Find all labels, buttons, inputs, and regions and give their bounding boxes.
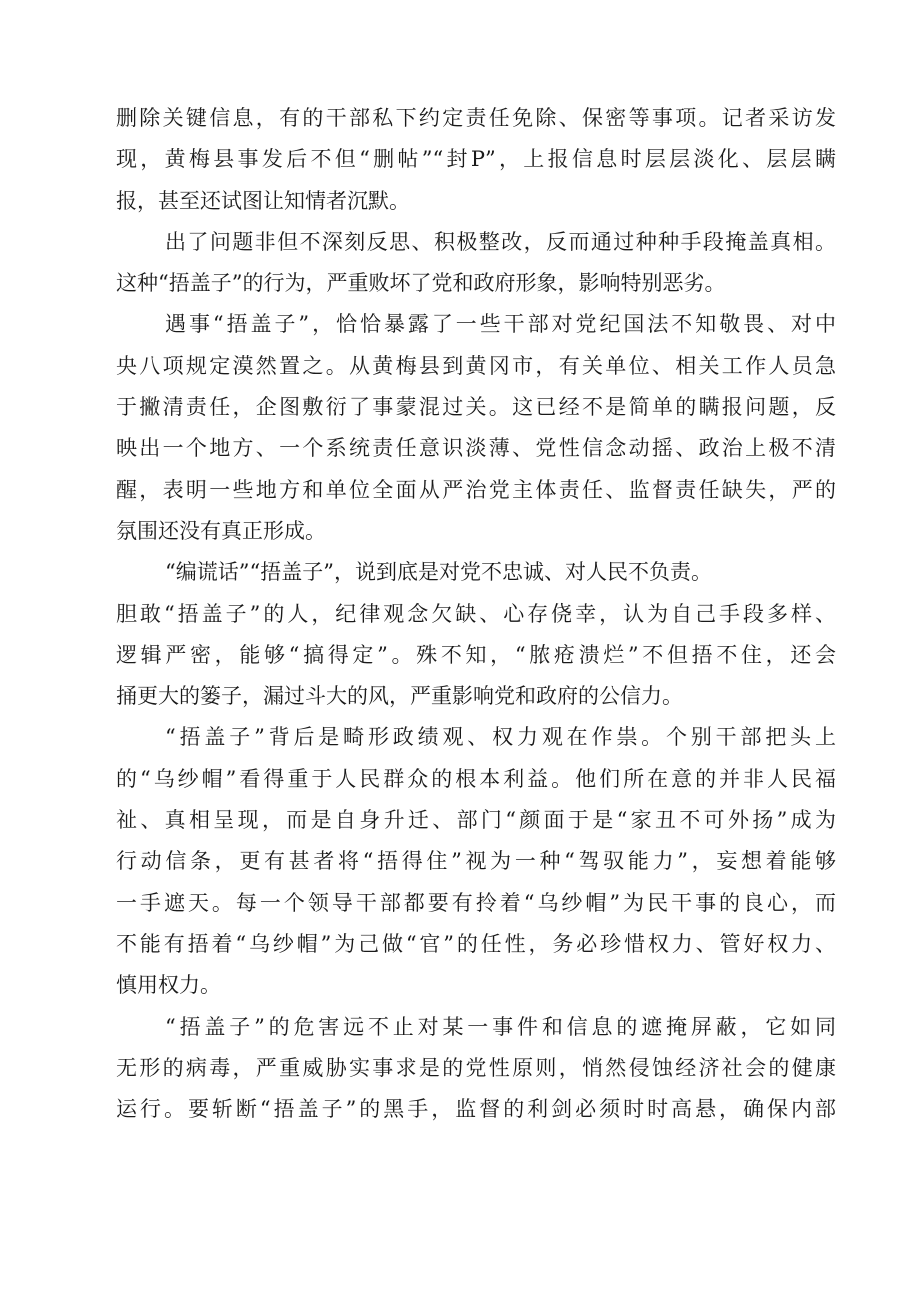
paragraph-3 xyxy=(116,304,836,552)
text-line: 遇事“捂盖子”，恰恰暴露了一些干部对党纪国法不知敬畏、对中 xyxy=(165,312,836,337)
text-line: 映出一个地方、一个系统责任意识淡薄、党性信念动摇、政治上极不清 xyxy=(116,436,836,461)
text-line: 无形的病毒，严重威胁实事求是的党性原则，悄然侵蚀经济社会的健康 xyxy=(116,1055,836,1080)
text-line: 的“乌纱帽”看得重于人民群众的根本利益。他们所在意的并非人民福 xyxy=(116,766,836,791)
text-line: 逻辑严密，能够“搞得定”。殊不知，“脓疮溃烂”不但捂不住，还会 xyxy=(116,642,836,667)
text-line: 央八项规定漠然置之。从黄梅县到黄冈市，有关单位、相关工作人员急 xyxy=(116,353,836,378)
text-line: 现，黄梅县事发后不但“删帖”“封P”，上报信息时层层淡化、层层瞒 xyxy=(116,147,836,172)
text-line: 一手遮天。每一个领导干部都要有拎着“乌纱帽”为民干事的良心，而 xyxy=(116,890,836,915)
text-line: 于撇清责任，企图敷衍了事蒙混过关。这已经不是简单的瞒报问题，反 xyxy=(116,395,836,420)
paragraph-1 xyxy=(116,98,836,222)
text-line: 这种“捂盖子”的行为，严重败坏了党和政府形象，影响特别恶劣。 xyxy=(116,271,726,296)
article-body xyxy=(116,98,836,1130)
text-line: 慎用权力。 xyxy=(116,973,221,998)
paragraph-2 xyxy=(116,222,836,305)
paragraph-6 xyxy=(116,1007,836,1131)
text-line: “捂盖子”的危害远不止对某一事件和信息的遮掩屏蔽，它如同 xyxy=(165,1014,836,1039)
text-line: 报，甚至还试图让知情者沉默。 xyxy=(116,188,410,213)
text-line: 捅更大的篓子，漏过斗大的风，严重影响党和政府的公信力。 xyxy=(116,684,683,709)
text-line: 胆敢“捂盖子”的人，纪律观念欠缺、心存侥幸，认为自己手段多样、 xyxy=(116,601,836,626)
text-line: 运行。要斩断“捂盖子”的黑手，监督的利剑必须时时高悬，确保内部 xyxy=(116,1097,836,1122)
paragraph-4 xyxy=(116,552,836,717)
text-line: 醒，表明一些地方和单位全面从严治党主体责任、监督责任缺失，严的 xyxy=(116,477,836,502)
text-line: 行动信条，更有甚者将“捂得住”视为一种“驾驭能力”，妄想着能够 xyxy=(116,849,836,874)
text-line: “捂盖子”背后是畸形政绩观、权力观在作祟。个别干部把头上 xyxy=(165,725,836,750)
text-line: 不能有捂着“乌纱帽”为己做“官”的任性，务必珍惜权力、管好权力、 xyxy=(116,931,836,956)
paragraph-5 xyxy=(116,717,836,1006)
text-line: “编谎话”“捂盖子”，说到底是对党不忠诚、对人民不负责。 xyxy=(165,560,712,585)
text-line: 祉、真相呈现，而是自身升迁、部门“颜面于是“家丑不可外扬”成为 xyxy=(116,808,836,833)
text-line: 氛围还没有真正形成。 xyxy=(116,518,326,543)
text-line: 删除关键信息，有的干部私下约定责任免除、保密等事项。记者采访发 xyxy=(116,106,836,130)
text-line: 出了问题非但不深刻反思、积极整改，反而通过种种手段掩盖真相。 xyxy=(165,229,836,254)
